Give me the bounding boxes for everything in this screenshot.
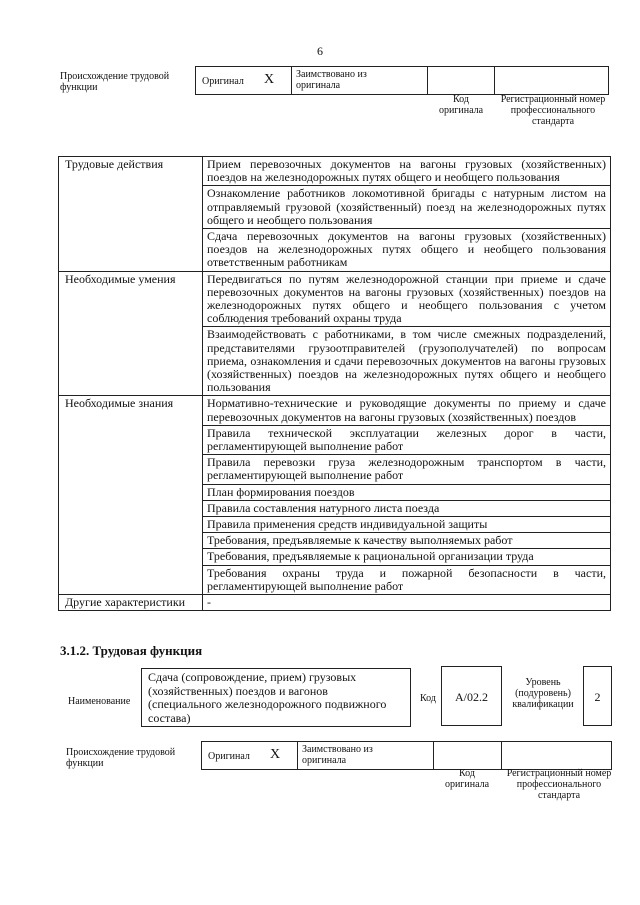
original-label: Оригинал [202, 76, 244, 87]
borrowed-label: Заимствовано из оригинала [302, 744, 373, 766]
origin-label: Происхождение трудовой функции [60, 71, 170, 93]
row-label-skills: Необходимые умения [59, 271, 203, 396]
section-heading: 3.1.2. Трудовая функция [60, 643, 203, 658]
code-value: А/02.2 [455, 690, 488, 704]
row-label-knowledge: Необходимые знания [59, 396, 203, 595]
name-value-cell [141, 668, 411, 727]
reg-number-cell [494, 66, 609, 95]
reg-number-caption: Регистрационный номер профессионального стандарта [506, 768, 612, 801]
table-cell: Взаимодействовать с работниками, в том числе смежных подразделений, представителями грузоотправителей (грузополучателей) по вопросам приема, ознакомления и сдачи перевозочных документов на вагоны грузовых (хозяйственных) поездов на железнодорожных путях общего и необщего пользования [203, 327, 611, 396]
reg-number-caption: Регистрационный номер профессионального стандарта [500, 94, 606, 127]
row-label-actions: Трудовые действия [59, 157, 203, 272]
original-mark: X [270, 747, 281, 762]
table-cell: - [203, 595, 611, 611]
labor-function-table [58, 156, 611, 611]
original-label: Оригинал [208, 751, 250, 762]
code-value-cell [441, 666, 502, 726]
level-label: Уровень (подуровень) квалификации [512, 677, 574, 710]
table-cell: Правила применения средств индивидуальной защиты [203, 517, 611, 533]
table-cell: План формирования поездов [203, 484, 611, 500]
table-cell: Правила перевозки груза железнодорожным транспортом в части, регламентирующей выполнение работ [203, 455, 611, 484]
table-row [59, 271, 611, 327]
borrowed-cell [291, 66, 428, 95]
table-cell: Требования, предъявляемые к качеству выполняемых работ [203, 533, 611, 549]
original-cell [195, 66, 292, 95]
name-value: Сдача (сопровождение, прием) грузовых (хозяйственных) поездов и вагонов (специального железнодорожного подвижного состава) [148, 670, 387, 725]
code-original-caption: Код оригинала [438, 94, 484, 116]
name-label: Наименование [68, 696, 131, 707]
code-original-cell [427, 66, 495, 95]
table-row [59, 396, 611, 425]
table-cell: Ознакомление работников локомотивной бригады с натурным листом на отправляемый грузовой (хозяйственный) поезд на железнодорожных путях общего и необщего пользования [203, 186, 611, 229]
table-cell: Требования, предъявляемые к рациональной организации труда [203, 549, 611, 565]
level-value: 2 [594, 690, 601, 704]
table-row [59, 595, 611, 611]
table-row [59, 157, 611, 186]
borrowed-label: Заимствовано из оригинала [296, 69, 367, 91]
table-cell: Нормативно-технические и руководящие документы по приему и сдаче перевозочных документов на вагоны грузовых (хозяйственных) поездов [203, 396, 611, 425]
origin-label: Происхождение трудовой функции [66, 747, 176, 769]
table-cell: Передвигаться по путям железнодорожной станции при приеме и сдаче перевозочных документов на вагоны грузовых (хозяйственных) поездов на железнодорожных путях общего и необщего пользования с учетом соблюдения требований охраны труда [203, 271, 611, 327]
level-value-cell [583, 666, 612, 726]
table-cell: Правила технической эксплуатации железных дорог в части, регламентирующей выполнение работ [203, 425, 611, 454]
borrowed-cell [297, 741, 434, 770]
page-number [0, 44, 640, 59]
table-cell: Требования охраны труда и пожарной безопасности в части, регламентирующей выполнение работ [203, 565, 611, 594]
reg-number-cell [501, 741, 612, 770]
code-original-caption: Код оригинала [444, 768, 490, 790]
code-label: Код [420, 693, 436, 704]
original-mark: X [264, 72, 275, 87]
code-original-cell [433, 741, 502, 770]
row-label-other: Другие характеристики [59, 595, 203, 611]
original-cell [201, 741, 298, 770]
page-number-text: 6 [317, 44, 323, 58]
table-cell: Прием перевозочных документов на вагоны грузовых (хозяйственных) поездов на железнодорожных путях общего и необщего пользования [203, 157, 611, 186]
table-cell: Правила составления натурного листа поезда [203, 500, 611, 516]
table-cell: Сдача перевозочных документов на вагоны грузовых (хозяйственных) поездов на железнодорожных путях общего и необщего пользования ответственным работникам [203, 229, 611, 272]
